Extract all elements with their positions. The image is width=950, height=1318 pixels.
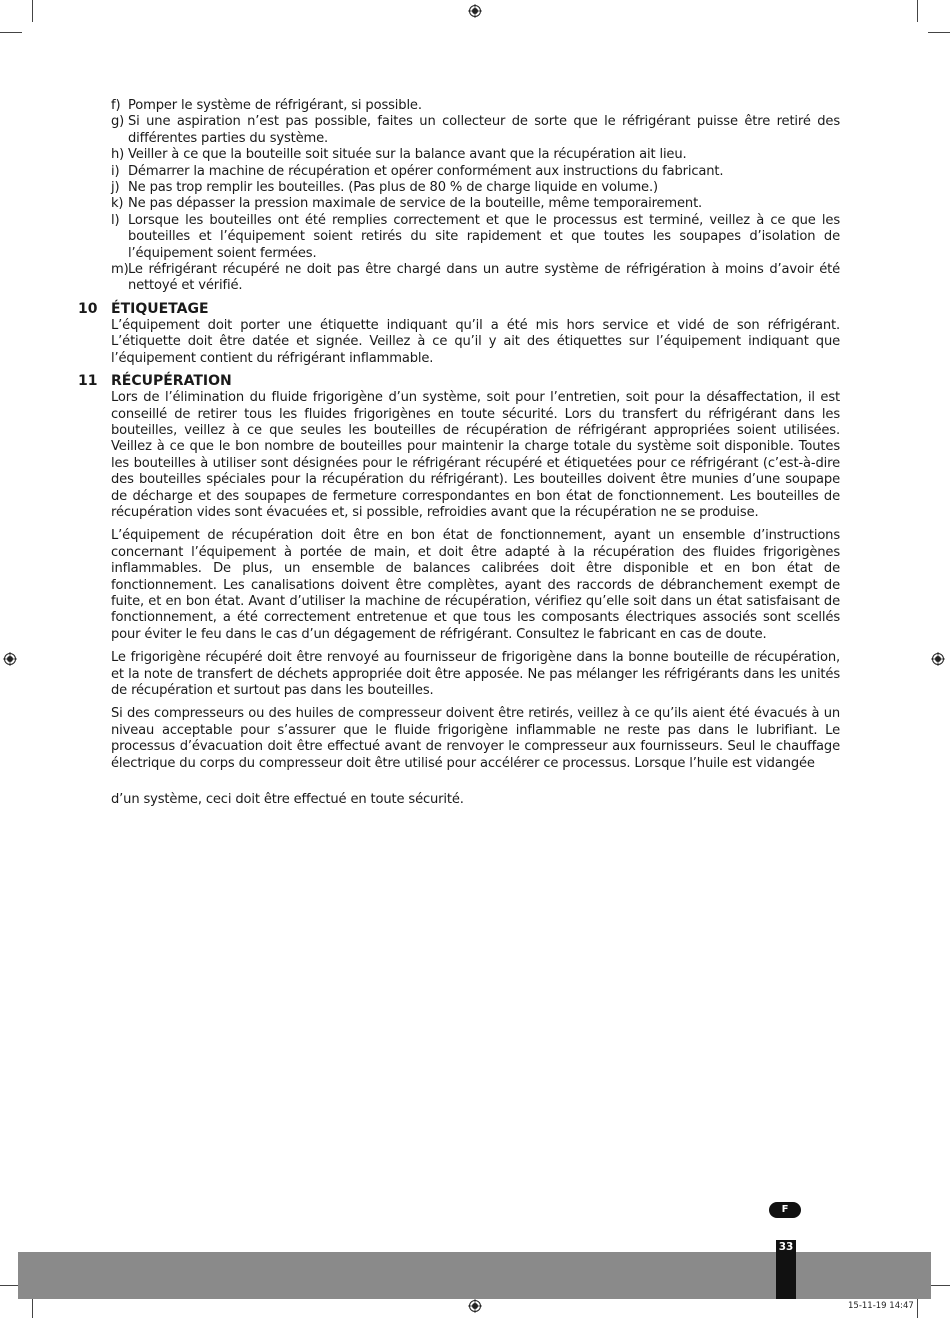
crop-mark (928, 1285, 950, 1286)
section-title: RÉCUPÉRATION (111, 373, 232, 390)
list-item: h) Veiller à ce que la bouteille soit située sur la balance avant que la récupération ait lieu. (111, 147, 687, 163)
language-badge: F (769, 1202, 801, 1218)
registration-mark-icon (3, 652, 17, 666)
section-etiquetage (78, 300, 840, 367)
list-item: k) Ne pas dépasser la pression maximale de service de la bouteille, même temporairement. (111, 196, 703, 212)
page-number: 33 (778, 1241, 794, 1253)
list-item: j) Ne pas trop remplir les bouteilles. (Pas plus de 80 % de charge liquide en volume.) (111, 180, 658, 196)
crop-mark (0, 32, 22, 33)
paragraph: d’un système, ceci doit être effectué en toute sécurité. (111, 792, 464, 808)
crop-mark (917, 1296, 918, 1318)
crop-mark (928, 32, 950, 33)
crop-mark (917, 0, 918, 22)
paragraph: Si des compresseurs ou des huiles de compresseur doivent être retirés, veillez à ce qu’ils aient été évacués à un niveau acceptable pour s’assurer que le fluide frigorigène inflammable ne reste pas dans le lubrifiant. Le processus d’évacuation doit être effectué avant de renvoyer le compresseur aux fournisseurs. Seul le chauffage électrique du corps du compresseur doit être utilisé pour accélérer ce processus. Lorsque l’huile est vidangée (111, 706, 840, 771)
print-timestamp: 15-11-19 14:47 (848, 1301, 914, 1311)
list-item: g) Si une aspiration n’est pas possible, faites un collecteur de sorte que le réfrigérant puisse être retiré des différentes parties du système. (111, 114, 840, 146)
registration-mark-icon (468, 4, 482, 18)
paragraph: Lors de l’élimination du fluide frigorigène d’un système, soit pour l’entretien, soit pour la désaffectation, il est conseillé de retirer tous les fluides frigorigènes en toute sécurité. Lors du transfert du réfrigérant dans les bouteilles, veillez à ce que seules les bouteilles de récupération de réfrigérant appropriées soient utilisées. Veillez à ce que le bon nombre de bouteilles pour maintenir la charge totale du système soit disponible. Toutes les bouteilles à utiliser sont désignées pour le réfrigérant récupéré et étiquetées pour ce réfrigérant (c’est-à-dire des bouteilles spéciales pour la récupération du réfrigérant). Les bouteilles doivent être munies d’une soupape de décharge et des soupapes de fermeture correspondantes en bon état de fonctionnement. Les bouteilles de récupération vides sont évacuées et, si possible, refroidies avant que la récupération ne se produise. (111, 390, 840, 520)
paragraph: Le frigorigène récupéré doit être renvoyé au fournisseur de frigorigène dans la bonne bouteille de récupération, et la note de transfert de déchets appropriée doit être apposée. Ne pas mélanger les réfrigérants dans les unités de récupération et surtout pas dans les bouteilles. (111, 650, 840, 698)
section-number: 10 (78, 300, 98, 317)
list-item: l) Lorsque les bouteilles ont été remplies correctement et que le processus est terminé, veillez à ce que les bouteilles et l’équipement soient retirés du site rapidement et que toutes les soupapes d’isolation de l’équipement soient fermées. (111, 212, 840, 261)
list-item: m)Le réfrigérant récupéré ne doit pas être chargé dans un autre système de réfrigération à moins d’avoir été nettoyé et vérifié. (111, 262, 840, 294)
section-title: ÉTIQUETAGE (111, 300, 209, 317)
section-number: 11 (78, 373, 98, 390)
list-item: i) Démarrer la machine de récupération et opérer conformément aux instructions du fabricant. (111, 163, 724, 179)
page-content (78, 98, 840, 808)
crop-mark (32, 0, 33, 22)
paragraph: L’équipement doit porter une étiquette indiquant qu’il a été mis hors service et vidé de son réfrigérant. L’étiquette doit être datée et signée. Veillez à ce qu’il y ait des étiquettes sur l’équipement indiquant que l’équipement contient du réfrigérant inflammable. (111, 317, 840, 366)
crop-mark (32, 1296, 33, 1318)
list-item: f) Pomper le système de réfrigérant, si possible. (111, 98, 422, 113)
registration-mark-icon (468, 1299, 482, 1313)
section-recuperation (78, 373, 840, 808)
procedure-list (111, 98, 840, 295)
paragraph: L’équipement de récupération doit être en bon état de fonctionnement, ayant un ensemble d’instructions concernant l’équipement à portée de main, et doit être adapté à la récupération des fluides frigorigènes inflammables. De plus, un ensemble de balances calibrées doit être disponible et en bon état de fonctionnement. Les canalisations doivent être complètes, ayant des raccords de débranchement exempt de fuite, et en bon état. Avant d’utiliser la machine de récupération, vérifiez qu’elle soit dans un état satisfaisant de fonctionnement, a été correctement entretenue et que tous les composants électriques associés sont scellés pour éviter le feu dans le cas d’un dégagement de réfrigérant. Consultez le fabricant en cas de doute. (111, 528, 840, 642)
registration-mark-icon (931, 652, 945, 666)
